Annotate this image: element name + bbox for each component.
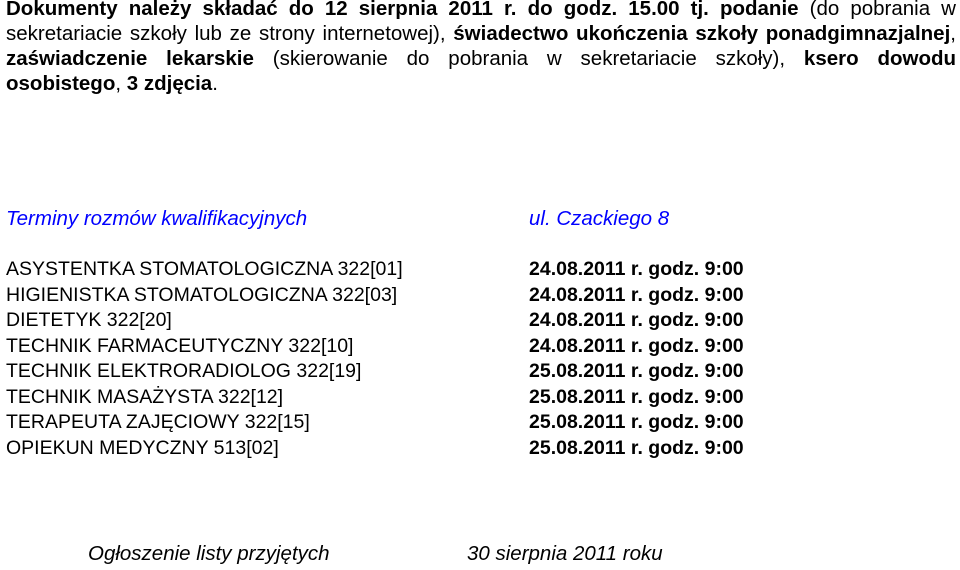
results-announcement-label: Ogłoszenie listy przyjętych bbox=[88, 542, 330, 565]
interview-date: 25.08.2011 r. godz. 9:00 bbox=[529, 360, 744, 382]
schedule-row bbox=[6, 257, 956, 283]
intro-end: . bbox=[212, 72, 218, 95]
interview-date: 25.08.2011 r. godz. 9:00 bbox=[529, 436, 744, 459]
program-name: DIETETYK 322[20] bbox=[6, 309, 172, 331]
intro-paragraph bbox=[6, 0, 956, 96]
intro-deadline: Dokumenty należy składać do 12 sierpnia 2011 r. do godz. 15.00 tj. bbox=[6, 0, 709, 20]
intro-application-note: (do pobrania w sekretariacie szkoły lub ze strony internetowej), bbox=[6, 0, 956, 45]
intro-separator: , bbox=[950, 22, 956, 45]
intro-separator: , bbox=[115, 72, 122, 95]
results-announcement-date: 30 sierpnia 2011 roku bbox=[467, 542, 663, 565]
schedule-row bbox=[6, 436, 956, 462]
intro-item-certificate: świadectwo ukończenia szkoły ponadgimnazjalnej bbox=[453, 22, 951, 45]
interview-date: 24.08.2011 r. godz. 9:00 bbox=[529, 283, 744, 306]
interview-heading-title: Terminy rozmów kwalifikacyjnych bbox=[6, 207, 308, 230]
interview-heading bbox=[6, 207, 956, 233]
interview-date: 24.08.2011 r. godz. 9:00 bbox=[529, 334, 744, 357]
schedule-row bbox=[6, 334, 956, 360]
program-name: TECHNIK FARMACEUTYCZNY 322[10] bbox=[6, 334, 354, 357]
intro-item-medical: zaświadczenie lekarskie bbox=[6, 47, 254, 70]
schedule-row bbox=[6, 283, 956, 309]
program-name: TECHNIK MASAŻYSTA 322[12] bbox=[6, 385, 284, 408]
intro-item-id-copy: ksero dowodu osobistego bbox=[6, 47, 957, 95]
intro-item-application: podanie bbox=[719, 0, 799, 20]
schedule-row bbox=[6, 359, 956, 385]
schedule-row bbox=[6, 385, 956, 411]
intro-item-photos: 3 zdjęcia bbox=[126, 72, 213, 95]
program-name: TERAPEUTA ZAJĘCIOWY 322[15] bbox=[6, 411, 310, 433]
schedule-row bbox=[6, 410, 956, 436]
intro-medical-note: (skierowanie do pobrania w sekretariacie szkoły), bbox=[272, 47, 786, 70]
interview-date: 24.08.2011 r. godz. 9:00 bbox=[529, 258, 744, 280]
program-name: ASYSTENTKA STOMATOLOGICZNA 322[01] bbox=[6, 258, 403, 280]
program-name: HIGIENISTKA STOMATOLOGICZNA 322[03] bbox=[6, 283, 398, 306]
results-announcement bbox=[6, 542, 956, 568]
schedule-row bbox=[6, 308, 956, 334]
interview-date: 25.08.2011 r. godz. 9:00 bbox=[529, 411, 744, 433]
interview-schedule bbox=[6, 257, 956, 461]
interview-date: 25.08.2011 r. godz. 9:00 bbox=[529, 385, 744, 408]
program-name: TECHNIK ELEKTRORADIOLOG 322[19] bbox=[6, 360, 362, 382]
interview-heading-address: ul. Czackiego 8 bbox=[529, 207, 670, 230]
program-name: OPIEKUN MEDYCZNY 513[02] bbox=[6, 436, 279, 459]
interview-date: 24.08.2011 r. godz. 9:00 bbox=[529, 309, 744, 331]
